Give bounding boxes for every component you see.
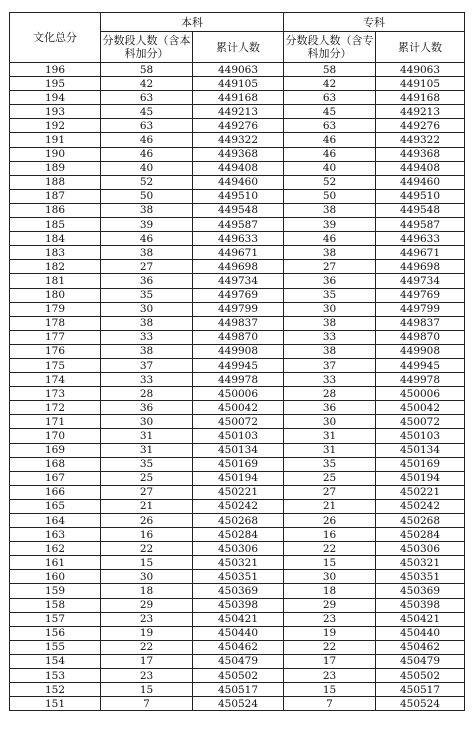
table-row — [10, 528, 465, 542]
cell-zhuanke-segment: 26 — [284, 514, 376, 528]
cell-score: 193 — [10, 105, 101, 119]
cell-score: 196 — [10, 63, 101, 77]
cell-zhuanke-segment: 21 — [284, 499, 376, 513]
cell-zhuanke-segment: 39 — [284, 218, 376, 232]
cell-zhuanke-cumulative: 449408 — [376, 161, 465, 175]
cell-zhuanke-cumulative: 450321 — [376, 556, 465, 570]
cell-benke-cumulative: 449105 — [193, 77, 284, 91]
cell-benke-segment: 19 — [101, 626, 193, 640]
cell-zhuanke-cumulative: 450221 — [376, 485, 465, 499]
cell-zhuanke-cumulative: 450351 — [376, 570, 465, 584]
cell-zhuanke-cumulative: 449870 — [376, 330, 465, 344]
cell-score: 187 — [10, 189, 101, 203]
cell-zhuanke-cumulative: 449633 — [376, 232, 465, 246]
cell-benke-cumulative: 449408 — [193, 161, 284, 175]
cell-zhuanke-segment: 46 — [284, 147, 376, 161]
table-row — [10, 302, 465, 316]
cell-zhuanke-segment: 27 — [284, 485, 376, 499]
table-row — [10, 288, 465, 302]
cell-zhuanke-segment: 17 — [284, 654, 376, 668]
cell-zhuanke-segment: 28 — [284, 387, 376, 401]
header-zhuanke-cumulative: 累计人数 — [376, 32, 465, 63]
cell-benke-cumulative: 449698 — [193, 260, 284, 274]
cell-benke-segment: 29 — [101, 598, 193, 612]
cell-score: 184 — [10, 232, 101, 246]
table-row — [10, 175, 465, 189]
cell-benke-cumulative: 449734 — [193, 274, 284, 288]
table-row — [10, 387, 465, 401]
cell-zhuanke-segment: 30 — [284, 415, 376, 429]
table-row — [10, 91, 465, 105]
cell-score: 172 — [10, 401, 101, 415]
header-group-zhuanke: 专科 — [284, 13, 465, 32]
cell-zhuanke-segment: 33 — [284, 373, 376, 387]
cell-benke-cumulative: 450440 — [193, 626, 284, 640]
table-row — [10, 654, 465, 668]
cell-score: 161 — [10, 556, 101, 570]
table-row — [10, 457, 465, 471]
cell-zhuanke-cumulative: 450006 — [376, 387, 465, 401]
cell-benke-segment: 31 — [101, 443, 193, 457]
cell-score: 175 — [10, 358, 101, 372]
cell-benke-segment: 22 — [101, 640, 193, 654]
cell-benke-cumulative: 449322 — [193, 133, 284, 147]
score-distribution-sheet — [9, 12, 464, 711]
cell-zhuanke-cumulative: 450524 — [376, 697, 465, 711]
table-row — [10, 147, 465, 161]
cell-score: 165 — [10, 499, 101, 513]
cell-zhuanke-cumulative: 449587 — [376, 218, 465, 232]
table-row — [10, 415, 465, 429]
table-row — [10, 443, 465, 457]
cell-benke-cumulative: 450398 — [193, 598, 284, 612]
cell-benke-cumulative: 450042 — [193, 401, 284, 415]
header-benke-cumulative: 累计人数 — [193, 32, 284, 63]
cell-benke-segment: 33 — [101, 330, 193, 344]
cell-zhuanke-cumulative: 450421 — [376, 612, 465, 626]
table-row — [10, 218, 465, 232]
cell-benke-segment: 46 — [101, 133, 193, 147]
cell-zhuanke-cumulative: 449276 — [376, 119, 465, 133]
cell-zhuanke-cumulative: 450502 — [376, 669, 465, 683]
cell-zhuanke-segment: 31 — [284, 443, 376, 457]
cell-benke-segment: 46 — [101, 232, 193, 246]
cell-benke-cumulative: 449978 — [193, 373, 284, 387]
cell-zhuanke-segment: 27 — [284, 260, 376, 274]
cell-benke-segment: 63 — [101, 119, 193, 133]
header-score: 文化总分 — [10, 13, 101, 63]
cell-benke-segment: 36 — [101, 274, 193, 288]
cell-benke-segment: 21 — [101, 499, 193, 513]
table-row — [10, 133, 465, 147]
cell-zhuanke-cumulative: 450042 — [376, 401, 465, 415]
table-row — [10, 570, 465, 584]
cell-score: 151 — [10, 697, 101, 711]
cell-zhuanke-cumulative: 450398 — [376, 598, 465, 612]
cell-zhuanke-segment: 15 — [284, 683, 376, 697]
cell-score: 152 — [10, 683, 101, 697]
cell-score: 192 — [10, 119, 101, 133]
cell-zhuanke-cumulative: 450306 — [376, 542, 465, 556]
cell-zhuanke-segment: 52 — [284, 175, 376, 189]
cell-score: 185 — [10, 218, 101, 232]
table-row — [10, 203, 465, 217]
cell-benke-segment: 50 — [101, 189, 193, 203]
table-body — [10, 63, 465, 711]
cell-score: 191 — [10, 133, 101, 147]
cell-score: 177 — [10, 330, 101, 344]
cell-zhuanke-cumulative: 450242 — [376, 499, 465, 513]
cell-score: 186 — [10, 203, 101, 217]
cell-zhuanke-segment: 42 — [284, 77, 376, 91]
cell-benke-cumulative: 450103 — [193, 429, 284, 443]
table-row — [10, 697, 465, 711]
cell-benke-cumulative: 450517 — [193, 683, 284, 697]
table-row — [10, 330, 465, 344]
cell-benke-cumulative: 449213 — [193, 105, 284, 119]
cell-zhuanke-segment: 38 — [284, 246, 376, 260]
cell-zhuanke-cumulative: 449908 — [376, 344, 465, 358]
cell-score: 181 — [10, 274, 101, 288]
cell-zhuanke-cumulative: 449368 — [376, 147, 465, 161]
table-row — [10, 542, 465, 556]
cell-zhuanke-cumulative: 449769 — [376, 288, 465, 302]
cell-score: 158 — [10, 598, 101, 612]
score-distribution-table — [9, 12, 465, 711]
cell-benke-segment: 39 — [101, 218, 193, 232]
cell-zhuanke-cumulative: 450268 — [376, 514, 465, 528]
cell-benke-cumulative: 449799 — [193, 302, 284, 316]
cell-zhuanke-segment: 18 — [284, 584, 376, 598]
table-row — [10, 669, 465, 683]
table-row — [10, 499, 465, 513]
cell-zhuanke-segment: 36 — [284, 274, 376, 288]
cell-zhuanke-cumulative: 450103 — [376, 429, 465, 443]
cell-zhuanke-segment: 30 — [284, 302, 376, 316]
cell-benke-cumulative: 450134 — [193, 443, 284, 457]
cell-benke-cumulative: 449908 — [193, 344, 284, 358]
table-row — [10, 612, 465, 626]
cell-zhuanke-segment: 33 — [284, 330, 376, 344]
header-benke-segment: 分数段人数（含本科加分） — [101, 32, 193, 63]
cell-zhuanke-cumulative: 449213 — [376, 105, 465, 119]
cell-benke-segment: 7 — [101, 697, 193, 711]
cell-benke-cumulative: 450006 — [193, 387, 284, 401]
cell-benke-cumulative: 449460 — [193, 175, 284, 189]
cell-zhuanke-segment: 37 — [284, 358, 376, 372]
table-row — [10, 598, 465, 612]
table-row — [10, 77, 465, 91]
cell-benke-segment: 17 — [101, 654, 193, 668]
cell-benke-segment: 33 — [101, 373, 193, 387]
cell-score: 179 — [10, 302, 101, 316]
cell-zhuanke-segment: 29 — [284, 598, 376, 612]
cell-zhuanke-cumulative: 449978 — [376, 373, 465, 387]
cell-benke-cumulative: 450421 — [193, 612, 284, 626]
cell-benke-segment: 23 — [101, 612, 193, 626]
cell-score: 188 — [10, 175, 101, 189]
cell-score: 194 — [10, 91, 101, 105]
cell-benke-segment: 27 — [101, 260, 193, 274]
cell-zhuanke-cumulative: 449105 — [376, 77, 465, 91]
table-row — [10, 105, 465, 119]
cell-score: 182 — [10, 260, 101, 274]
cell-benke-cumulative: 450072 — [193, 415, 284, 429]
table-row — [10, 316, 465, 330]
cell-benke-segment: 27 — [101, 485, 193, 499]
cell-score: 164 — [10, 514, 101, 528]
cell-score: 166 — [10, 485, 101, 499]
cell-score: 154 — [10, 654, 101, 668]
cell-zhuanke-cumulative: 449945 — [376, 358, 465, 372]
cell-score: 157 — [10, 612, 101, 626]
cell-zhuanke-segment: 36 — [284, 401, 376, 415]
cell-zhuanke-cumulative: 449671 — [376, 246, 465, 260]
cell-benke-cumulative: 449870 — [193, 330, 284, 344]
table-row — [10, 429, 465, 443]
cell-benke-segment: 28 — [101, 387, 193, 401]
table-header — [10, 13, 465, 63]
cell-zhuanke-cumulative: 450440 — [376, 626, 465, 640]
cell-zhuanke-segment: 23 — [284, 612, 376, 626]
cell-benke-cumulative: 450284 — [193, 528, 284, 542]
cell-zhuanke-cumulative: 449460 — [376, 175, 465, 189]
cell-benke-segment: 46 — [101, 147, 193, 161]
cell-benke-segment: 37 — [101, 358, 193, 372]
cell-score: 180 — [10, 288, 101, 302]
table-row — [10, 232, 465, 246]
cell-benke-segment: 45 — [101, 105, 193, 119]
cell-zhuanke-segment: 31 — [284, 429, 376, 443]
cell-benke-cumulative: 450169 — [193, 457, 284, 471]
cell-score: 178 — [10, 316, 101, 330]
cell-benke-cumulative: 449671 — [193, 246, 284, 260]
cell-benke-cumulative: 450321 — [193, 556, 284, 570]
cell-score: 183 — [10, 246, 101, 260]
cell-benke-cumulative: 449510 — [193, 189, 284, 203]
cell-benke-cumulative: 449837 — [193, 316, 284, 330]
cell-benke-segment: 35 — [101, 457, 193, 471]
cell-benke-cumulative: 449168 — [193, 91, 284, 105]
table-row — [10, 260, 465, 274]
cell-score: 173 — [10, 387, 101, 401]
cell-zhuanke-cumulative: 449799 — [376, 302, 465, 316]
cell-zhuanke-cumulative: 449837 — [376, 316, 465, 330]
cell-zhuanke-segment: 35 — [284, 288, 376, 302]
cell-zhuanke-segment: 22 — [284, 542, 376, 556]
cell-benke-cumulative: 449548 — [193, 203, 284, 217]
cell-zhuanke-segment: 38 — [284, 203, 376, 217]
table-row — [10, 514, 465, 528]
cell-zhuanke-cumulative: 450284 — [376, 528, 465, 542]
cell-benke-cumulative: 449769 — [193, 288, 284, 302]
cell-benke-segment: 30 — [101, 302, 193, 316]
cell-score: 159 — [10, 584, 101, 598]
cell-zhuanke-segment: 38 — [284, 344, 376, 358]
cell-score: 174 — [10, 373, 101, 387]
cell-zhuanke-segment: 50 — [284, 189, 376, 203]
cell-benke-segment: 30 — [101, 415, 193, 429]
cell-benke-cumulative: 450502 — [193, 669, 284, 683]
cell-benke-cumulative: 450221 — [193, 485, 284, 499]
table-row — [10, 373, 465, 387]
cell-zhuanke-cumulative: 449734 — [376, 274, 465, 288]
cell-benke-cumulative: 450351 — [193, 570, 284, 584]
header-zhuanke-segment: 分数段人数（含专科加分） — [284, 32, 376, 63]
table-row — [10, 683, 465, 697]
table-row — [10, 401, 465, 415]
cell-benke-cumulative: 449587 — [193, 218, 284, 232]
cell-score: 155 — [10, 640, 101, 654]
cell-benke-cumulative: 450306 — [193, 542, 284, 556]
cell-zhuanke-segment: 23 — [284, 669, 376, 683]
cell-benke-cumulative: 449368 — [193, 147, 284, 161]
cell-zhuanke-segment: 30 — [284, 570, 376, 584]
cell-benke-cumulative: 450524 — [193, 697, 284, 711]
cell-score: 163 — [10, 528, 101, 542]
cell-benke-segment: 38 — [101, 246, 193, 260]
cell-benke-segment: 36 — [101, 401, 193, 415]
cell-score: 160 — [10, 570, 101, 584]
table-row — [10, 358, 465, 372]
header-group-benke: 本科 — [101, 13, 284, 32]
cell-zhuanke-cumulative: 449548 — [376, 203, 465, 217]
cell-benke-segment: 58 — [101, 63, 193, 77]
table-row — [10, 274, 465, 288]
cell-score: 195 — [10, 77, 101, 91]
cell-benke-cumulative: 449633 — [193, 232, 284, 246]
cell-zhuanke-segment: 63 — [284, 119, 376, 133]
cell-zhuanke-segment: 25 — [284, 471, 376, 485]
table-row — [10, 556, 465, 570]
table-row — [10, 485, 465, 499]
cell-score: 156 — [10, 626, 101, 640]
cell-score: 176 — [10, 344, 101, 358]
table-row — [10, 119, 465, 133]
table-row — [10, 584, 465, 598]
cell-zhuanke-segment: 7 — [284, 697, 376, 711]
cell-zhuanke-cumulative: 450072 — [376, 415, 465, 429]
cell-zhuanke-cumulative: 450462 — [376, 640, 465, 654]
cell-zhuanke-segment: 40 — [284, 161, 376, 175]
cell-zhuanke-cumulative: 449322 — [376, 133, 465, 147]
cell-benke-cumulative: 449945 — [193, 358, 284, 372]
cell-zhuanke-segment: 46 — [284, 232, 376, 246]
cell-benke-segment: 22 — [101, 542, 193, 556]
cell-benke-cumulative: 449276 — [193, 119, 284, 133]
cell-zhuanke-segment: 19 — [284, 626, 376, 640]
table-row — [10, 344, 465, 358]
cell-zhuanke-cumulative: 450134 — [376, 443, 465, 457]
table-row — [10, 189, 465, 203]
cell-benke-cumulative: 450242 — [193, 499, 284, 513]
cell-benke-segment: 38 — [101, 316, 193, 330]
cell-zhuanke-segment: 22 — [284, 640, 376, 654]
cell-score: 168 — [10, 457, 101, 471]
cell-benke-cumulative: 450369 — [193, 584, 284, 598]
cell-benke-cumulative: 450479 — [193, 654, 284, 668]
cell-zhuanke-cumulative: 449063 — [376, 63, 465, 77]
cell-benke-cumulative: 450268 — [193, 514, 284, 528]
cell-score: 169 — [10, 443, 101, 457]
cell-score: 170 — [10, 429, 101, 443]
cell-benke-segment: 26 — [101, 514, 193, 528]
header-row-groups — [10, 13, 465, 32]
cell-zhuanke-segment: 15 — [284, 556, 376, 570]
cell-zhuanke-cumulative: 450517 — [376, 683, 465, 697]
cell-benke-segment: 25 — [101, 471, 193, 485]
cell-zhuanke-segment: 16 — [284, 528, 376, 542]
cell-benke-segment: 15 — [101, 556, 193, 570]
cell-benke-segment: 30 — [101, 570, 193, 584]
cell-zhuanke-cumulative: 449168 — [376, 91, 465, 105]
table-row — [10, 161, 465, 175]
table-row — [10, 640, 465, 654]
cell-zhuanke-segment: 58 — [284, 63, 376, 77]
table-row — [10, 626, 465, 640]
cell-benke-segment: 23 — [101, 669, 193, 683]
cell-zhuanke-cumulative: 450369 — [376, 584, 465, 598]
table-row — [10, 63, 465, 77]
table-row — [10, 471, 465, 485]
cell-benke-segment: 35 — [101, 288, 193, 302]
cell-zhuanke-segment: 45 — [284, 105, 376, 119]
cell-score: 171 — [10, 415, 101, 429]
cell-benke-cumulative: 450194 — [193, 471, 284, 485]
cell-zhuanke-cumulative: 450479 — [376, 654, 465, 668]
cell-score: 167 — [10, 471, 101, 485]
cell-benke-segment: 15 — [101, 683, 193, 697]
cell-zhuanke-cumulative: 449698 — [376, 260, 465, 274]
cell-benke-cumulative: 450462 — [193, 640, 284, 654]
cell-benke-segment: 52 — [101, 175, 193, 189]
cell-benke-segment: 63 — [101, 91, 193, 105]
cell-score: 190 — [10, 147, 101, 161]
cell-benke-segment: 38 — [101, 203, 193, 217]
cell-benke-segment: 42 — [101, 77, 193, 91]
cell-benke-cumulative: 449063 — [193, 63, 284, 77]
cell-zhuanke-segment: 35 — [284, 457, 376, 471]
cell-zhuanke-cumulative: 450169 — [376, 457, 465, 471]
table-row — [10, 246, 465, 260]
cell-benke-segment: 31 — [101, 429, 193, 443]
cell-score: 162 — [10, 542, 101, 556]
cell-score: 153 — [10, 669, 101, 683]
cell-zhuanke-cumulative: 449510 — [376, 189, 465, 203]
cell-score: 189 — [10, 161, 101, 175]
cell-zhuanke-cumulative: 450194 — [376, 471, 465, 485]
cell-benke-segment: 38 — [101, 344, 193, 358]
cell-benke-segment: 40 — [101, 161, 193, 175]
cell-benke-segment: 16 — [101, 528, 193, 542]
cell-zhuanke-segment: 46 — [284, 133, 376, 147]
cell-zhuanke-segment: 63 — [284, 91, 376, 105]
cell-benke-segment: 18 — [101, 584, 193, 598]
cell-zhuanke-segment: 38 — [284, 316, 376, 330]
